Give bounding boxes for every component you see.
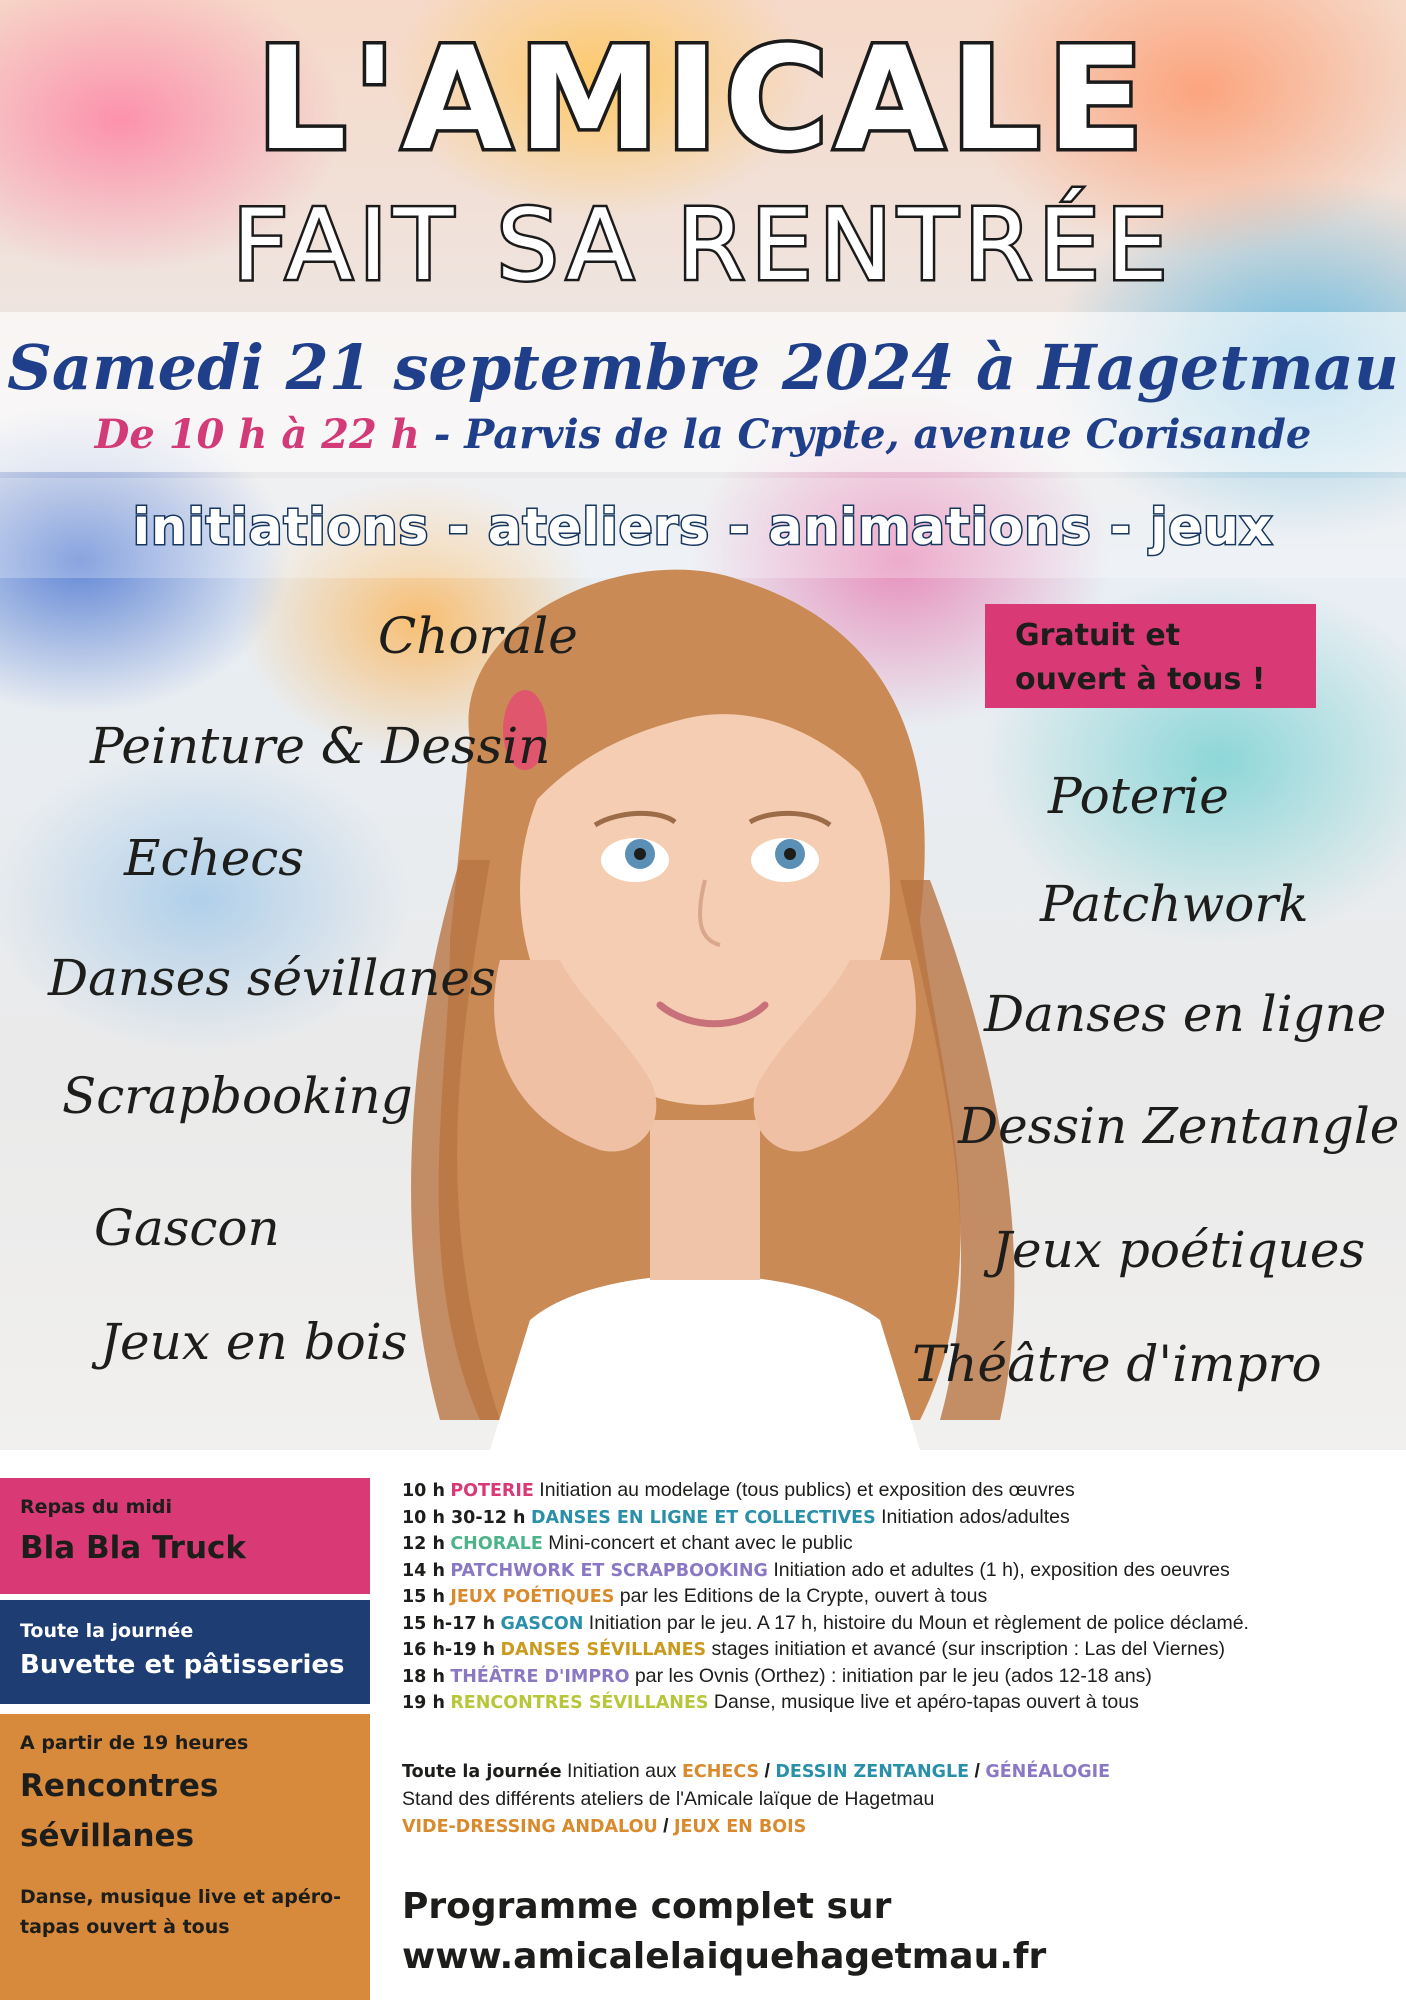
schedule-row <box>402 1637 1392 1664</box>
schedule-row <box>402 1690 1392 1717</box>
schedule-row <box>402 1531 1392 1558</box>
right-activity: Danses en ligne <box>984 985 1387 1043</box>
right-activity: Dessin Zentangle <box>958 1097 1400 1155</box>
schedule-activity: PATCHWORK ET SCRAPBOOKING <box>450 1560 768 1581</box>
evening-kicker: A partir de 19 heures <box>20 1732 249 1754</box>
bar-box <box>0 1600 370 1704</box>
free-badge-line1: Gratuit et <box>1015 618 1181 653</box>
right-activity: Théâtre d'impro <box>912 1335 1322 1393</box>
schedule-time: 15 h <box>402 1587 445 1607</box>
separator: / <box>759 1760 776 1782</box>
allday-activity-dressing: VIDE-DRESSING ANDALOU <box>402 1817 658 1837</box>
schedule-row <box>402 1664 1392 1691</box>
lunch-title: Bla Bla Truck <box>20 1530 247 1566</box>
schedule-time: 12 h <box>402 1534 445 1554</box>
lunch-box <box>0 1478 370 1594</box>
left-activity: Jeux en bois <box>100 1313 408 1371</box>
right-activity: Poterie <box>1048 767 1229 825</box>
allday-section <box>402 1758 1392 1841</box>
left-activity: Scrapbooking <box>62 1067 413 1125</box>
schedule-time: 15 h-17 h <box>402 1613 496 1634</box>
left-activity: Danses sévillanes <box>48 949 496 1007</box>
evening-title-line2: sévillanes <box>20 1818 195 1854</box>
schedule-activity: DANSES EN LIGNE ET COLLECTIVES <box>530 1507 876 1528</box>
schedule-row <box>402 1611 1392 1638</box>
allday-activity-chess: ECHECS <box>681 1762 760 1782</box>
allday-intro: Initiation aux <box>561 1760 682 1782</box>
separator: / <box>969 1760 986 1782</box>
schedule-desc: Danse, musique live et apéro-tapas ouvert à tous <box>708 1691 1139 1713</box>
schedule-activity: POTERIE <box>450 1481 534 1501</box>
event-place <box>0 410 1406 460</box>
schedule-desc: Initiation ado et adultes (1 h), exposition des oeuvres <box>767 1558 1230 1581</box>
schedule-activity: GASCON <box>500 1613 584 1634</box>
schedule-activity: JEUX POÉTIQUES <box>450 1587 615 1607</box>
allday-activity-zentangle: DESSIN ZENTANGLE <box>775 1762 970 1782</box>
allday-activity-genealogy: GÉNÉALOGIE <box>985 1762 1111 1782</box>
event-location: - Parvis de la Crypte, avenue Corisande <box>419 411 1312 458</box>
left-activity: Peinture & Dessin <box>90 717 551 775</box>
evening-desc: Danse, musique live et apéro-tapas ouvert à tous <box>20 1886 342 1938</box>
allday-label: Toute la journée <box>402 1762 562 1782</box>
schedule-activity: CHORALE <box>450 1534 543 1554</box>
free-badge-line2: ouvert à tous ! <box>1015 662 1266 697</box>
schedule-time: 14 h <box>402 1560 445 1581</box>
event-hours: De 10 h à 22 h <box>94 411 420 458</box>
right-activity: Patchwork <box>1040 875 1309 933</box>
allday-stand: Stand des différents ateliers de l'Amicale laïque de Hagetmau <box>402 1788 935 1810</box>
evening-title-line1: Rencontres <box>20 1768 219 1804</box>
free-badge <box>985 604 1316 708</box>
allday-activity-wood-games: JEUX EN BOIS <box>673 1817 807 1837</box>
program-url[interactable]: www.amicalelaiquehagetmau.fr <box>402 1936 1047 1977</box>
bar-kicker: Toute la journée <box>20 1620 194 1642</box>
allday-line1 <box>402 1758 1392 1786</box>
schedule-activity: DANSES SÉVILLANES <box>500 1640 707 1660</box>
poster-subtitle: FAIT SA RENTRÉE <box>232 189 1174 303</box>
schedule-list <box>402 1478 1392 1717</box>
left-activity: Gascon <box>94 1199 280 1257</box>
schedule-desc: Initiation par le jeu. A 17 h, histoire du Moun et règlement de police déclamé. <box>583 1611 1249 1634</box>
schedule-desc: Initiation au modelage (tous publics) et exposition des œuvres <box>533 1479 1075 1501</box>
schedule-desc: par les Editions de la Crypte, ouvert à tous <box>614 1585 988 1607</box>
schedule-time: 18 h <box>402 1666 445 1687</box>
schedule-row <box>402 1584 1392 1611</box>
separator: / <box>657 1815 674 1837</box>
schedule-desc: Mini-concert et chant avec le public <box>542 1532 853 1554</box>
schedule-desc: Initiation ados/adultes <box>875 1505 1070 1528</box>
schedule-time: 10 h 30-12 h <box>402 1507 526 1528</box>
evening-box <box>0 1714 370 2000</box>
schedule-activity: THÉÂTRE D'IMPRO <box>450 1666 630 1687</box>
left-activity: Chorale <box>378 607 578 665</box>
schedule-time: 10 h <box>402 1481 445 1501</box>
schedule-row <box>402 1478 1392 1505</box>
allday-line3 <box>402 1813 1392 1841</box>
schedule-desc: par les Ovnis (Orthez) : initiation par le jeu (ados 12-18 ans) <box>629 1664 1152 1687</box>
event-date: Samedi 21 septembre 2024 à Hagetmau <box>7 331 1399 404</box>
schedule-time: 19 h <box>402 1693 445 1713</box>
right-activity: Jeux poétiques <box>992 1221 1366 1279</box>
schedule-time: 16 h-19 h <box>402 1640 496 1660</box>
schedule-desc: stages initiation et avancé (sur inscription : Las del Viernes) <box>706 1638 1225 1660</box>
left-activity: Echecs <box>124 829 304 887</box>
program-label: Programme complet sur <box>402 1886 892 1927</box>
schedule-row <box>402 1558 1392 1585</box>
activities-tagline: initiations - ateliers - animations - jeux <box>132 498 1274 556</box>
schedule-activity: RENCONTRES SÉVILLANES <box>450 1693 709 1713</box>
poster-title: L'AMICALE <box>256 17 1150 182</box>
schedule-row <box>402 1505 1392 1532</box>
lunch-kicker: Repas du midi <box>20 1496 173 1518</box>
bar-title: Buvette et pâtisseries <box>20 1650 345 1680</box>
